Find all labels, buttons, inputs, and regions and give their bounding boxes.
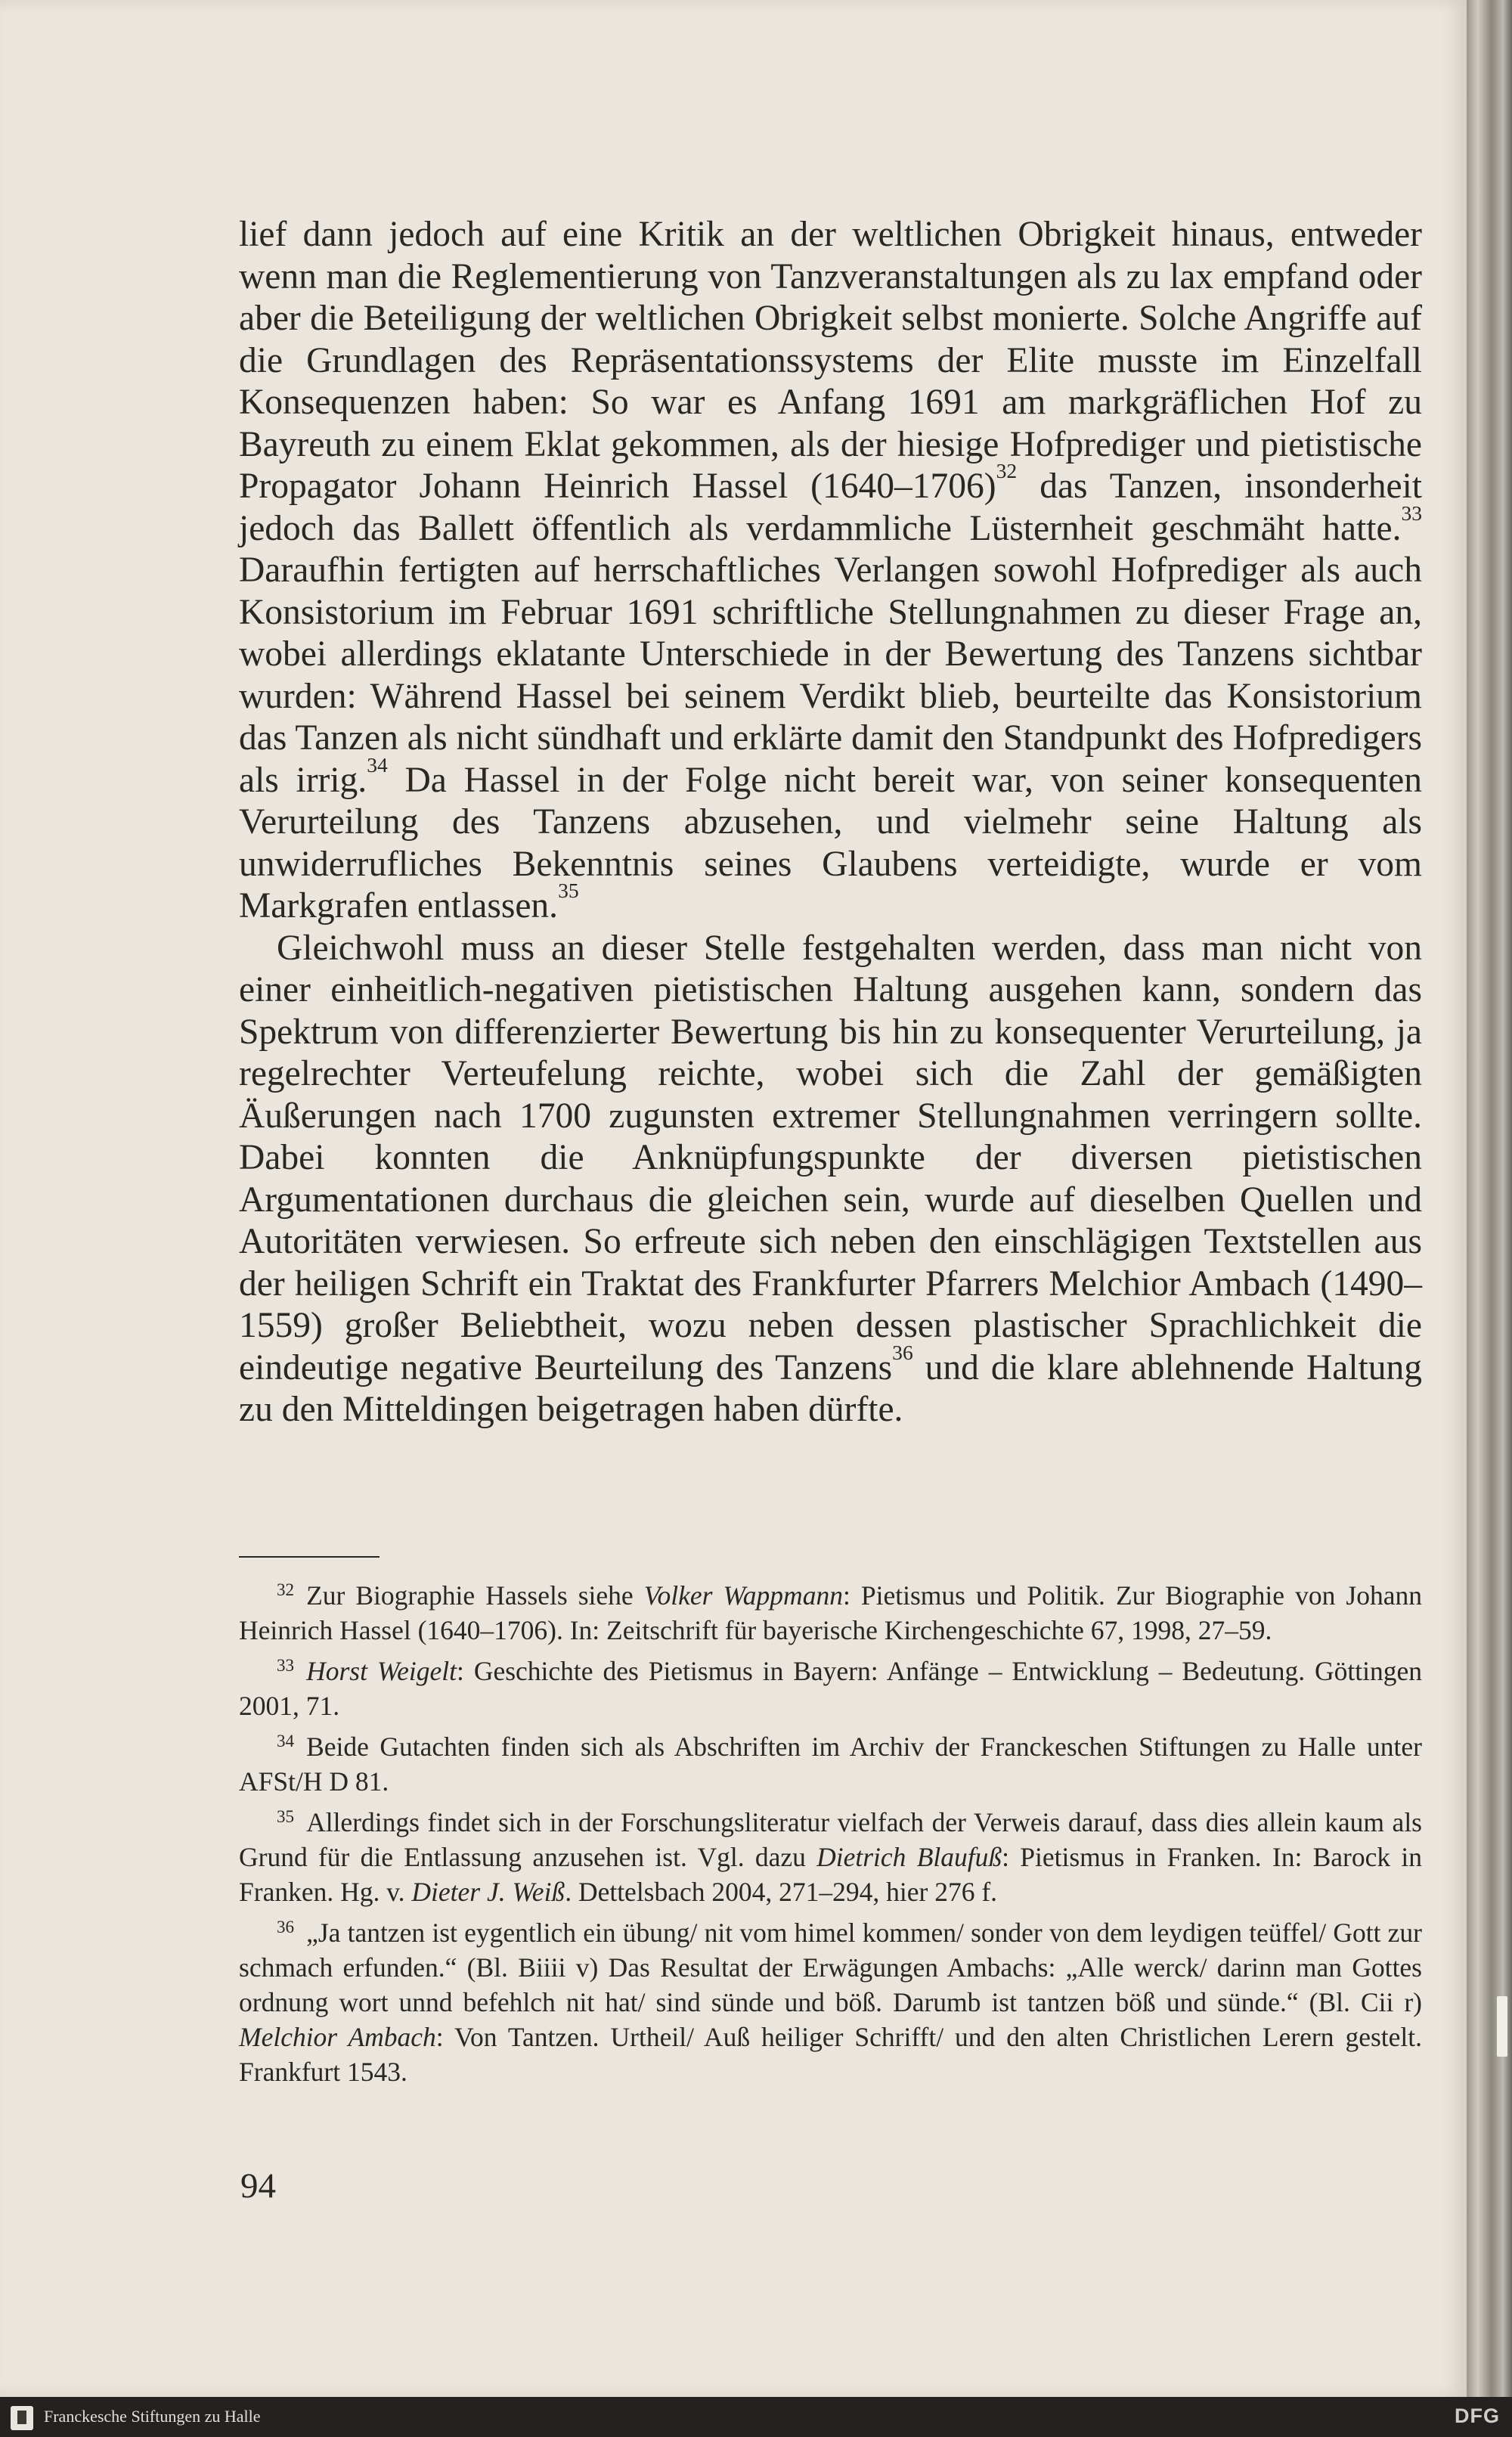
footnote-ref: 36 — [892, 1340, 913, 1364]
footnote-number: 35 — [277, 1806, 295, 1827]
author-name: Volker Wappmann — [643, 1580, 843, 1611]
text-run: : Pietismus und Politik. Zur Biographie von Johann Heinrich Hassel (1640–1706). In: Zeitschrift für bayerische Kirchengeschichte 67, 1998, 27–59. — [239, 1580, 1422, 1645]
institution-logo-icon — [11, 2406, 33, 2430]
text-run: Beide Gutachten finden sich als Abschriften im Archiv der Franckeschen Stiftungen zu Halle unter AFSt/H D 81. — [239, 1732, 1422, 1797]
text-run: Allerdings findet sich in der Forschungsliteratur vielfach der Verweis darauf, dass dies allein kaum als Grund für die Entlassung anzusehen ist. Vgl. dazu — [239, 1807, 1422, 1872]
footnote-number: 32 — [277, 1580, 295, 1600]
text-run: . Dettelsbach 2004, 271–294, hier 276 f. — [565, 1877, 998, 1907]
footnote-ref: 32 — [996, 458, 1018, 482]
footnote-ref: 34 — [367, 752, 388, 777]
footnote-32 — [239, 1578, 1422, 1648]
paragraph-1 — [239, 214, 1422, 928]
footnote-number: 36 — [277, 1917, 295, 1937]
text-run: Zur Biographie Hassels siehe — [306, 1580, 644, 1611]
text-run: und die klare ablehnende Haltung zu den Mitteldingen beigetragen haben dürfte. — [239, 1347, 1422, 1429]
page-edge — [1467, 0, 1512, 2397]
text-run: Daraufhin fertigten auf herrschaftliches Verlangen sowohl Hofprediger als auch Konsistorium im Februar 1691 schriftliche Stellungnahmen zu dieser Frage an, wobei allerdings eklatante Unterschiede in der Bewertung des Tanzens sichtbar wurden: Während Hassel bei seinem Verdikt blieb, beurteilte das Konsistorium das Tanzen als nicht sündhaft und erklärte damit den Standpunkt des Hofpredigers als irrig. — [239, 550, 1422, 800]
text-run: Gleichwohl muss an dieser Stelle festgehalten werden, dass man nicht von einer einheitlich-negativen pietistischen Haltung ausgehen kann, sondern das Spektrum von differenzierter Bewertung bis hin zu konsequenter Verurteilung, ja regelrechter Verteufelung reichte, wobei sich die Zahl der gemäßigten Äußerungen nach 1700 zugunsten extremer Stellungnahmen verringern sollte. Dabei konnten die Anknüpfungspunkte der diversen pietistischen Argumentationen durchaus die gleichen sein, wurde auf dieselben Quellen und Autoritäten verwiesen. So erfreute sich neben den einschlägigen Textstellen aus der heiligen Schrift ein Traktat des Frankfurter Pfarrers Melchior Ambach (1490–1559) großer Beliebtheit, wozu neben dessen plastischer Sprachlichkeit die eindeutige negative Beurteilung des Tanzens — [239, 928, 1422, 1387]
text-run: : Pietismus in Franken. In: Barock in Franken. Hg. v. — [239, 1842, 1423, 1907]
page-number: 94 — [240, 2166, 276, 2206]
footnote-33 — [239, 1654, 1422, 1723]
text-run: „Ja tantzen ist eygentlich ein übung/ nit vom himel kommen/ sonder von dem leydigen teüffel/ Gott zur schmach erfunden.“ (Bl. Biiii v) Das Resultat der Erwägungen Ambachs: „Alle werck/ darinn man Gottes ordnung wort unnd befehlch nit hat/ sind sünde und böß. Darumb ist tantzen böß und sünde.“ (Bl. Cii r) — [239, 1918, 1422, 2017]
paragraph-2 — [239, 928, 1422, 1431]
text-run: lief dann jedoch auf eine Kritik an der weltlichen Obrigkeit hinaus, entweder wenn man die Reglementierung von Tanzveranstaltungen als zu lax empfand oder aber die Beteiligung der weltlichen Obrigkeit selbst monierte. Solche Angriffe auf die Grundlagen des Repräsentationssystems der Elite musste im Einzelfall Konsequenzen haben: So war es Anfang 1691 am markgräflichen Hof zu Bayreuth zu einem Eklat gekommen, als der hiesige Hofprediger und pietistische Propagator Johann Heinrich Hassel (1640–1706) — [239, 215, 1422, 506]
footnotes — [239, 1578, 1422, 2095]
footnote-number: 34 — [277, 1731, 295, 1751]
edge-marker — [1497, 1996, 1507, 2057]
text-run: Da Hassel in der Folge nicht bereit war, von seiner konsequenten Verurteilung des Tanzens abzusehen, und vielmehr seine Haltung als unwiderrufliches Bekenntnis seines Glaubens verteidigte, wurde er vom Markgrafen entlassen. — [239, 760, 1422, 926]
text-run: : Von Tantzen. Urtheil/ Auß heiliger Schrifft/ und den alten Christlichen Lerern gestelt. Frankfurt 1543. — [239, 2022, 1422, 2087]
author-name: Horst Weigelt — [306, 1656, 457, 1686]
footer-bar — [0, 2397, 1512, 2437]
footnote-number: 33 — [277, 1655, 295, 1676]
main-text — [239, 214, 1422, 1431]
footnote-36 — [239, 1915, 1422, 2089]
text-run: : Geschichte des Pietismus in Bayern: Anfänge – Entwicklung – Bedeutung. Göttingen 2001, 71. — [239, 1656, 1423, 1721]
author-name: Dietrich Blaufuß — [816, 1842, 1002, 1872]
footnote-34 — [239, 1729, 1422, 1799]
author-name: Melchior Ambach — [239, 2022, 436, 2052]
author-name: Dieter J. Weiß — [411, 1877, 565, 1907]
text-run: das Tanzen, insonderheit jedoch das Ballett öffentlich als verdammliche Lüsternheit geschmäht hatte. — [239, 467, 1423, 548]
footnote-ref: 33 — [1401, 501, 1422, 525]
footnote-35 — [239, 1805, 1422, 1909]
footnote-separator — [239, 1556, 380, 1558]
institution-name: Franckesche Stiftungen zu Halle — [44, 2407, 261, 2426]
dfg-logo: DFG — [1455, 2404, 1500, 2427]
footnote-ref: 35 — [558, 878, 579, 902]
